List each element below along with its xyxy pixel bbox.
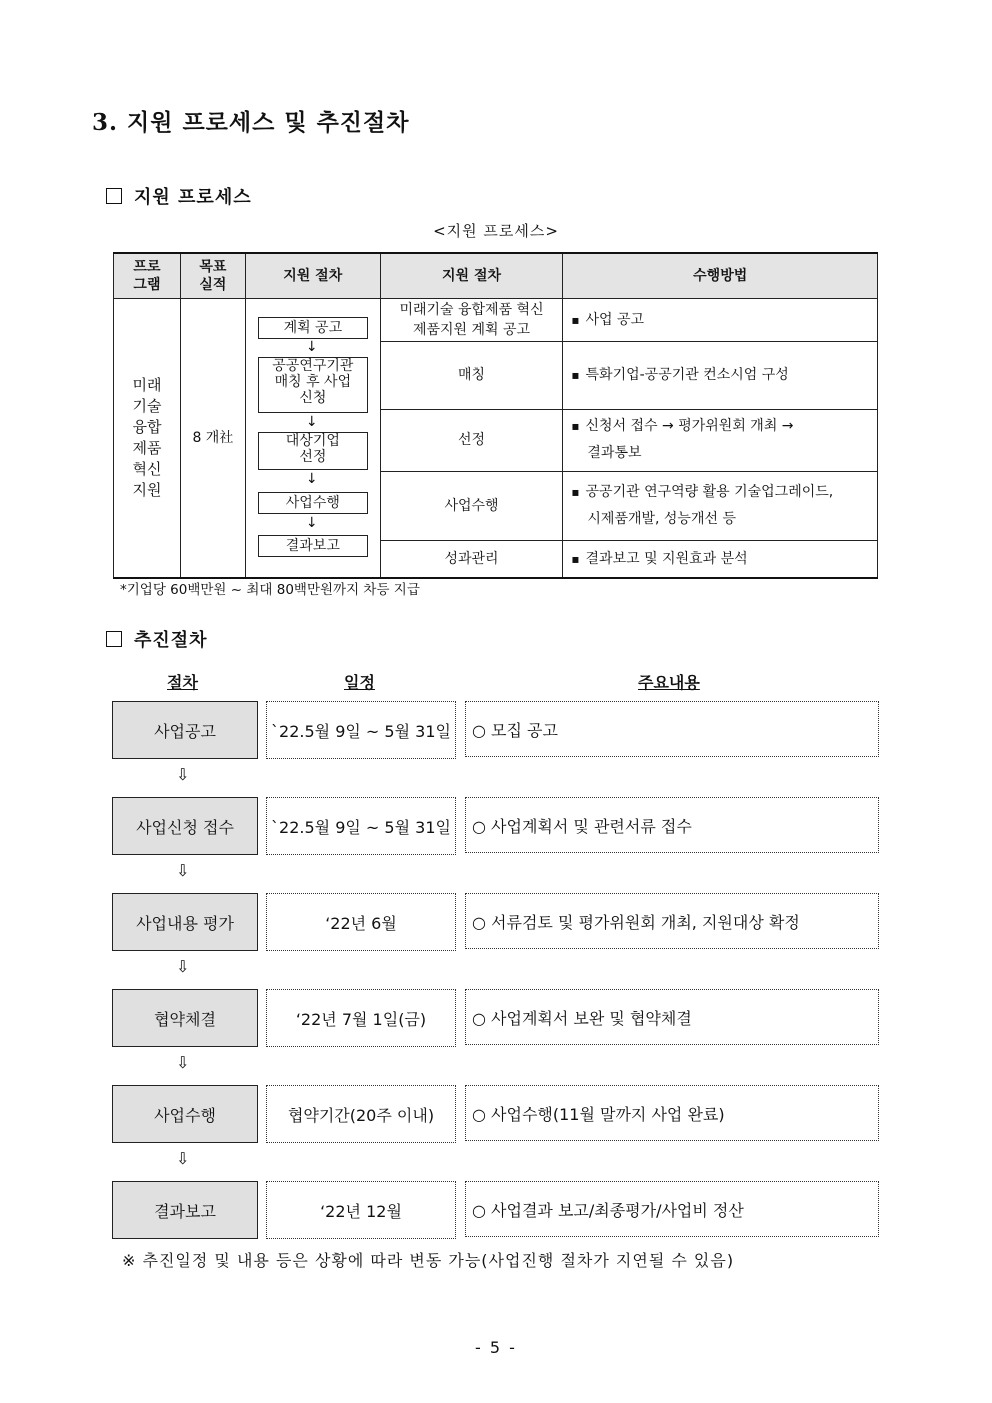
header-stage: 지원 절차 (380, 253, 563, 299)
header-flow: 지원 절차 (245, 253, 380, 299)
table-caption: <지원 프로세스> (433, 222, 559, 240)
step-desc: ○ 사업계획서 보완 및 협약체결 (465, 989, 879, 1045)
down-arrow-icon: ⇩ (176, 1053, 190, 1072)
flow-diagram (246, 299, 380, 577)
step-desc: ○ 모집 공고 (465, 701, 879, 757)
flow-box-execute: 사업수행 (258, 492, 368, 514)
table-header-row (114, 253, 878, 299)
step-desc: ○ 사업계획서 및 관련서류 접수 (465, 797, 879, 853)
target-cell: 8 개社 (180, 299, 245, 579)
method-cell: ▪ 특화기업-공공기관 컨소시엄 구성 (563, 342, 878, 409)
flow-arrow-icon: ↓ (305, 414, 318, 430)
checkbox-square-icon (106, 631, 122, 647)
step-date: ‘22년 7월 1일(금) (266, 989, 456, 1047)
stage-cell: 사업수행 (380, 471, 563, 540)
table-row (114, 299, 878, 342)
page-number: - 5 - (475, 1338, 517, 1357)
flow-cell (245, 299, 380, 579)
header-method: 수행방법 (563, 253, 878, 299)
process-table (113, 252, 878, 579)
procedure-note: ※ 추진일정 및 내용 등은 상황에 따라 변동 가능(사업진행 절차가 지연될 수 있음) (122, 1251, 735, 1270)
step-date: `22.5월 9일 ~ 5월 31일 (266, 797, 456, 855)
checkbox-square-icon (106, 188, 122, 204)
section-heading-text: 지원 프로세스 (134, 187, 252, 208)
col-header-schedule: 일정 (344, 673, 375, 692)
step-desc: ○ 사업수행(11월 말까지 사업 완료) (465, 1085, 879, 1141)
flow-arrow-icon: ↓ (305, 515, 318, 531)
stage-cell: 미래기술 융합제품 혁신 제품지원 계획 공고 (380, 299, 563, 342)
col-header-step: 절차 (167, 673, 198, 692)
method-cell: ▪ 신청서 접수 → 평가위원회 개최 → 결과통보 (563, 409, 878, 471)
step-box: 사업신청 접수 (112, 797, 258, 855)
section-heading-text: 추진절차 (134, 630, 208, 651)
step-box: 사업내용 평가 (112, 893, 258, 951)
stage-cell: 매칭 (380, 342, 563, 409)
step-date: `22.5월 9일 ~ 5월 31일 (266, 701, 456, 759)
program-cell: 미래 기술 융합 제품 혁신 지원 (114, 299, 181, 579)
step-box: 결과보고 (112, 1181, 258, 1239)
flow-box-report: 결과보고 (258, 535, 368, 557)
down-arrow-icon: ⇩ (176, 1149, 190, 1168)
step-date: ‘22년 6월 (266, 893, 456, 951)
col-header-content: 주요내용 (638, 673, 700, 692)
step-box: 협약체결 (112, 989, 258, 1047)
flow-arrow-icon: ↓ (305, 339, 318, 355)
header-program: 프로 그램 (114, 253, 181, 299)
stage-cell: 선정 (380, 409, 563, 471)
step-box: 사업수행 (112, 1085, 258, 1143)
step-box: 사업공고 (112, 701, 258, 759)
step-desc: ○ 사업결과 보고/최종평가/사업비 정산 (465, 1181, 879, 1237)
step-date: 협약기간(20주 이내) (266, 1085, 456, 1143)
step-date: ‘22년 12월 (266, 1181, 456, 1239)
down-arrow-icon: ⇩ (176, 765, 190, 784)
flow-box-apply: 공공연구기관 매칭 후 사업 신청 (258, 357, 368, 413)
step-desc: ○ 서류검토 및 평가위원회 개최, 지원대상 확정 (465, 893, 879, 949)
header-target: 목표 실적 (180, 253, 245, 299)
stage-cell: 성과관리 (380, 541, 563, 578)
section-heading-process (106, 183, 252, 209)
method-cell: ▪ 결과보고 및 지원효과 분석 (563, 541, 878, 578)
method-cell: ▪ 사업 공고 (563, 299, 878, 342)
table-footnote: *기업당 60백만원 ~ 최대 80백만원까지 차등 지급 (120, 582, 420, 598)
flow-box-plan: 계획 공고 (258, 317, 368, 339)
page-title: 3. 지원 프로세스 및 추진절차 (92, 109, 410, 136)
flow-arrow-icon: ↓ (305, 471, 318, 487)
down-arrow-icon: ⇩ (176, 861, 190, 880)
method-cell: ▪ 공공기관 연구역량 활용 기술업그레이드, 시제품개발, 성능개선 등 (563, 471, 878, 540)
section-heading-procedure (106, 626, 208, 652)
flow-box-select: 대상기업 선정 (258, 432, 368, 470)
down-arrow-icon: ⇩ (176, 957, 190, 976)
